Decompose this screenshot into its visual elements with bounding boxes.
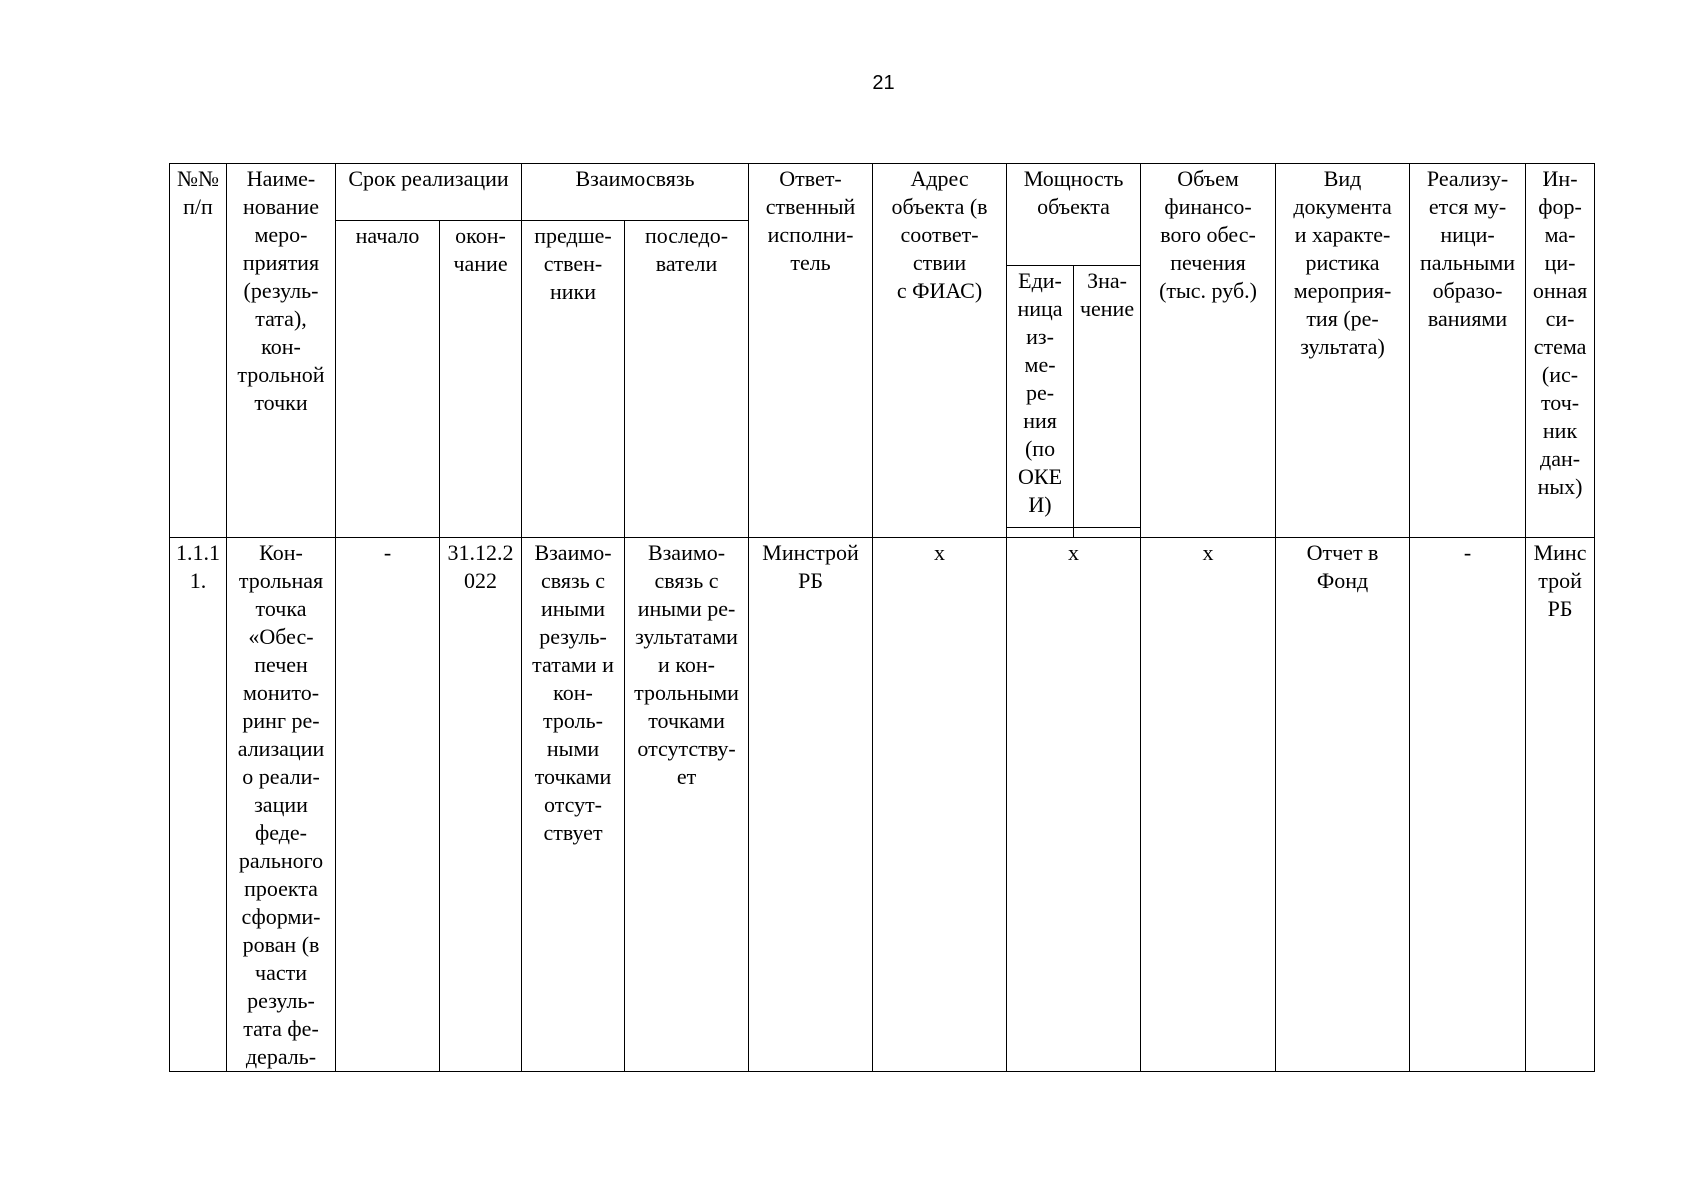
header-term-start: начало — [336, 221, 440, 538]
header-capacity-unit: Еди- ница из- ме- ре- ния (по ОКЕ И) — [1007, 266, 1074, 528]
row-end: 31.12.2 022 — [440, 538, 522, 1072]
header-row-1 — [170, 164, 1595, 221]
header-relation: Взаимосвязь — [522, 164, 749, 221]
header-num: №№ п/п — [170, 164, 227, 538]
header-capacity-value-spacer — [1074, 528, 1141, 538]
row-info-system: Минс трой РБ — [1526, 538, 1595, 1072]
header-name: Наиме- нование меро- приятия (резуль- тата), кон- трольной точки — [227, 164, 336, 538]
row-address: х — [873, 538, 1007, 1072]
document-table — [169, 163, 1595, 1072]
row-name: Кон- трольная точка «Обес- печен монито- ринг ре- ализации о реали- зации феде- рального проекта сформи- рован (в части резуль- тата фе- дераль- — [227, 538, 336, 1072]
row-finance: х — [1141, 538, 1276, 1072]
header-doc-type: Вид документа и характе- ристика мероприя- тия (ре- зультата) — [1276, 164, 1410, 538]
header-responsible: Ответ- ственный исполни- тель — [749, 164, 873, 538]
table-row — [170, 538, 1595, 1072]
header-capacity: Мощность объекта — [1007, 164, 1141, 266]
header-capacity-unit-spacer — [1007, 528, 1074, 538]
row-capacity: х — [1007, 538, 1141, 1072]
page-number: 21 — [872, 72, 895, 94]
row-start: - — [336, 538, 440, 1072]
row-pred: Взаимо- связь с иными резуль- татами и кон- троль- ными точками отсут- ствует — [522, 538, 625, 1072]
row-succ: Взаимо- связь с иными ре- зультатами и кон- трольными точками отсутству- ет — [625, 538, 749, 1072]
header-municipal: Реализу- ется му- ници- пальными образо- ваниями — [1410, 164, 1526, 538]
header-relation-pred: предше- ствен- ники — [522, 221, 625, 538]
header-info-system: Ин- фор- ма- ци- онная си- стема (ис- точ- ник дан- ных) — [1526, 164, 1595, 538]
header-address: Адрес объекта (в соответ- ствии с ФИАС) — [873, 164, 1007, 538]
header-finance: Объем финансо- вого обес- печения (тыс. руб.) — [1141, 164, 1276, 538]
header-relation-succ: последо- ватели — [625, 221, 749, 538]
header-capacity-value: Зна- чение — [1074, 266, 1141, 528]
row-responsible: Минстрой РБ — [749, 538, 873, 1072]
header-term: Срок реализации — [336, 164, 522, 221]
row-doc-type: Отчет в Фонд — [1276, 538, 1410, 1072]
row-municipal: - — [1410, 538, 1526, 1072]
row-num: 1.1.1 1. — [170, 538, 227, 1072]
header-term-end: окон- чание — [440, 221, 522, 538]
